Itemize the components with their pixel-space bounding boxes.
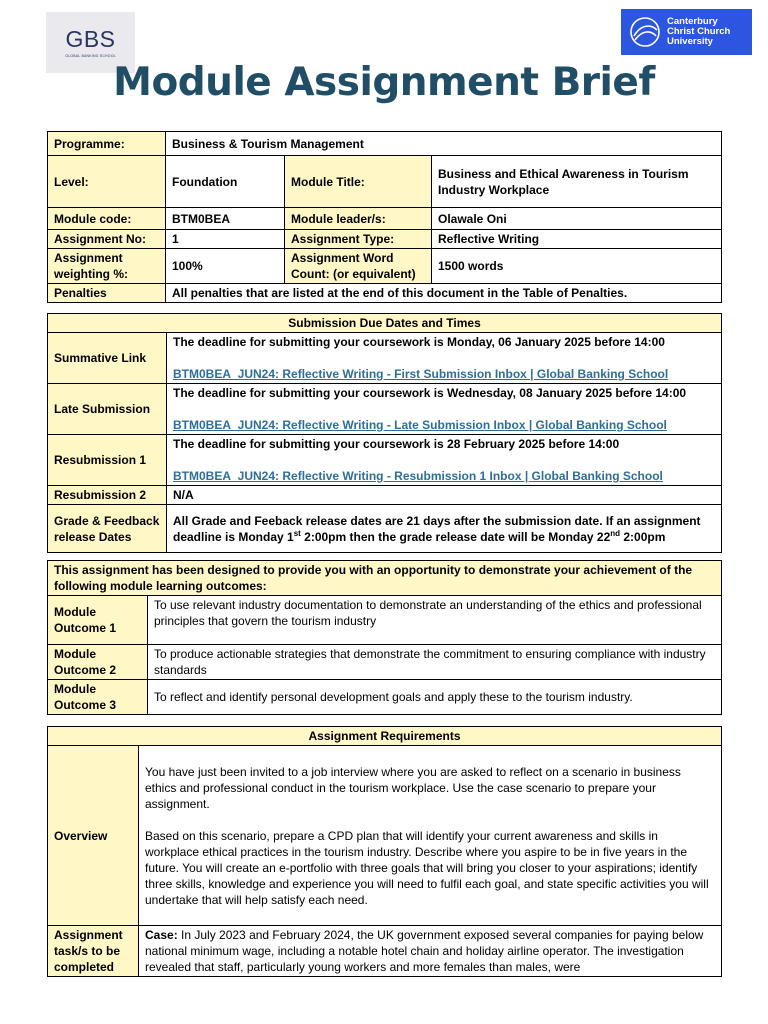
page-title: Module Assignment Brief [113,60,655,105]
outcome-3-text: To reflect and identify personal development goals and apply these to the tourism industry. [148,680,722,715]
cccu-logo [621,9,752,55]
module-title-label: Module Title: [285,156,432,208]
resubmission-2-label: Resubmission 2 [48,486,167,505]
gbs-logo-subtext: GLOBAL BANKING SCHOOL [65,53,116,58]
grade-sup-2: nd [610,528,621,538]
late-submission-cell [167,384,722,435]
word-count-value: 1500 words [432,249,722,284]
summative-submission-link[interactable]: BTM0BEA_JUN24: Reflective Writing - First Submission Inbox | Global Banking School [173,367,669,381]
outcome-1-text: To use relevant industry documentation to demonstrate an understanding of the ethics and professional principles that govern the tourism industry [148,596,722,645]
summative-deadline: The deadline for submitting your coursework is Monday, 06 January 2025 before 14:00 [173,335,665,349]
late-submission-label: Late Submission [48,384,167,435]
overview-label: Overview [48,746,139,926]
module-title-value: Business and Ethical Awareness in Tourism Industry Workplace [432,156,722,208]
grade-sup-1: st [293,528,301,538]
cccu-line-3: University [667,36,713,47]
resubmission-1-link[interactable]: BTM0BEA_JUN24: Reflective Writing - Resubmission 1 Inbox | Global Banking School [173,469,663,483]
learning-outcomes-table [47,560,722,715]
outcome-2-text: To produce actionable strategies that demonstrate the commitment to ensuring compliance with industry standards [148,645,722,680]
resubmission-1-label: Resubmission 1 [48,435,167,486]
module-leader-value: Olawale Oni [432,208,722,230]
grade-release-text [167,505,722,553]
level-label: Level: [48,156,166,208]
penalties-value: All penalties that are listed at the end of this document in the Table of Penalties. [166,284,722,303]
weighting-value: 100% [166,249,285,284]
word-count-label: Assignment Word Count: (or equivalent) [285,249,432,284]
case-cell [139,926,722,977]
module-info-table [47,131,722,303]
cccu-line-1: Canterbury [667,16,718,27]
grade-text-part-2: 2:00pm then the grade release date will be Monday 22 [300,529,611,544]
assignment-type-value: Reflective Writing [432,230,722,249]
task-label: Assignment task/s to be completed [48,926,139,977]
summative-cell [167,333,722,384]
submission-dates-table [47,313,722,553]
assignment-requirements-table [47,726,722,977]
late-deadline: The deadline for submitting your coursework is Wednesday, 08 January 2025 before 14:00 [173,386,687,400]
assignment-no-value: 1 [166,230,285,249]
overview-cell [139,746,722,926]
resubmission-1-cell [167,435,722,486]
case-label: Case: [145,928,178,942]
late-submission-link[interactable]: BTM0BEA_JUN24: Reflective Writing - Late Submission Inbox | Global Banking School [173,418,667,432]
resubmission-2-value: N/A [167,486,722,505]
assignment-no-label: Assignment No: [48,230,166,249]
submission-header: Submission Due Dates and Times [48,314,722,333]
programme-value: Business & Tourism Management [166,132,722,156]
weighting-label: Assignment weighting %: [48,249,166,284]
module-code-value: BTM0BEA [166,208,285,230]
summative-label: Summative Link [48,333,167,384]
requirements-header: Assignment Requirements [48,727,722,746]
outcome-1-label: Module Outcome 1 [48,596,148,645]
case-text: In July 2023 and February 2024, the UK government exposed several companies for paying below national minimum wage, including a notable hotel chain and holiday airline operator. The investigation revealed that staff, particularly young workers and more females than males, were [145,928,704,974]
module-code-label: Module code: [48,208,166,230]
grade-release-label: Grade & Feedback release Dates [48,505,167,553]
resubmission-1-deadline: The deadline for submitting your coursework is 28 February 2025 before 14:00 [173,437,620,451]
module-leader-label: Module leader/s: [285,208,432,230]
outcome-3-label: Module Outcome 3 [48,680,148,715]
outcomes-header: This assignment has been designed to provide you with an opportunity to demonstrate your achievement of the following module learning outcomes: [48,561,722,596]
programme-label: Programme: [48,132,166,156]
grade-text-part-1: All Grade and Feeback release dates are 21 days after the submission date. If an assignment deadline is Monday 1 [173,513,701,544]
penalties-label: Penalties [48,284,166,303]
cccu-line-2: Christ Church [667,26,731,37]
level-value: Foundation [166,156,285,208]
assignment-type-label: Assignment Type: [285,230,432,249]
cccu-emblem-icon [629,16,661,48]
cccu-logo-text [667,17,730,47]
outcome-2-label: Module Outcome 2 [48,645,148,680]
overview-paragraph-1: You have just been invited to a job interview where you are asked to reflect on a scenario in business ethics and professional conduct in the tourism workplace. Use the case scenario to prepare your assignment. [145,764,681,811]
gbs-logo-text: GBS [65,25,116,52]
grade-text-part-3: 2:00pm [620,529,666,544]
overview-paragraph-2: Based on this scenario, prepare a CPD plan that will identify your current awareness and skills in workplace ethical practices in the tourism industry. Describe where you aspire to be in five years in the future. You will create an e-portfolio with three goals that will bring you closer to your aspirations; identify three skills, knowledge and experience you will need to fulfil each goal, and state specific activities you will undertake that will help satisfy each need. [145,828,709,907]
